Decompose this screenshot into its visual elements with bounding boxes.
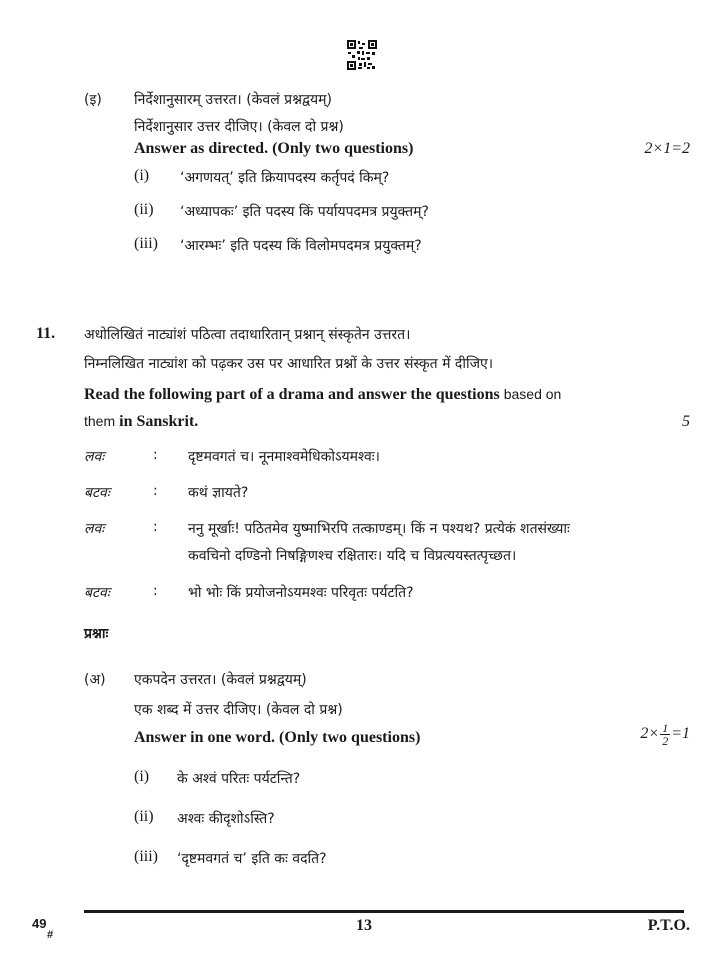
dialogue-colon: : [153,447,158,463]
dialogue-line: कथं ज्ञायते? [188,485,249,501]
dialogue-speaker: लवः [84,521,105,537]
q10-item-text: ‘अगणयत्’ इति क्रियापदस्य कर्तृपदं किम्? [180,170,390,186]
dialogue-speaker: लवः [84,449,105,465]
dialogue-line: कवचिनो दण्डिनो निषङ्गिणश्च रक्षितारः। यदि च विप्रत्ययस्तत्पृच्छत। [188,548,517,564]
fraction-denominator: 2 [662,734,669,748]
fraction-numerator: 1 [662,721,669,735]
q10-instr-sanskrit: निर्देशानुसारम् उत्तरत। (केवलं प्रश्नद्वयम्) [134,92,332,108]
q10-item-num: (iii) [134,235,158,252]
q10-item-text: ‘अध्यापकः’ इति पदस्य किं पर्यायपदमत्र प्रयुक्तम्? [180,204,429,220]
sub-a-item-text: के अश्वं परितः पर्यटन्ति? [177,771,301,787]
sub-a-marks-suffix: =1 [671,725,690,743]
q10-instr-hindi: निर्देशानुसार उत्तर दीजिए। (केवल दो प्रश्न) [134,119,344,135]
footer-code: 49 [32,916,47,931]
sub-a-instr-sanskrit: एकपदेन उत्तरत। (केवलं प्रश्नद्वयम्) [134,672,307,688]
sub-a-label: (अ) [84,672,106,688]
page-number: 13 [356,917,372,934]
q11-number: 11. [36,325,56,342]
dialogue-line: ननु मूर्खाः! पठितमेव युष्माभिरपि तत्काण्डम्। किं न पश्यथ? प्रत्येकं शतसंख्याः [188,521,570,537]
dialogue-colon: : [153,583,158,599]
sub-a-item-num: (ii) [134,808,154,825]
q10-item-num: (i) [134,167,150,184]
q10-instr-english: Answer as directed. (Only two questions) [134,140,414,157]
q11-instr-english-plain: them [84,413,116,429]
footer-hash: # [47,929,54,941]
sub-a-instr-english: Answer in one word. (Only two questions) [134,729,421,746]
q10-sub-label: (इ) [84,92,102,108]
q11-instr-english-bold: Read the following part of a drama and answer the questions [84,386,500,403]
dialogue-line: भो भोः किं प्रयोजनोऽयमश्वः परिवृतः पर्यटति? [188,585,414,601]
dialogue-speaker: बटवः [84,485,110,501]
q10-item-text: ‘आरम्भः’ इति पदस्य किं विलोमपदमत्र प्रयुक्तम्? [180,238,422,254]
dialogue-speaker: बटवः [84,585,110,601]
sub-a-item-text: ‘दृष्टमवगतं च’ इति कः वदति? [177,851,327,867]
q11-instr-sanskrit: अधोलिखितं नाट्यांशं पठित्वा तदाधारितान् प्रश्नान् संस्कृतेन उत्तरत। [84,327,411,343]
dialogue-colon: : [153,483,158,499]
q10-item-num: (ii) [134,201,154,218]
q10-marks: 2×1=2 [644,140,690,157]
q11-instr-english-line1 [84,386,561,404]
sub-a-marks-fraction [660,722,670,747]
q11-instr-english-plain: based on [503,386,562,402]
q11-instr-english-bold: in Sanskrit. [119,413,199,430]
qr-code-icon [347,40,377,70]
sub-a-marks-prefix: 2× [640,725,660,743]
q11-marks: 5 [682,413,690,430]
q11-instr-hindi: निम्नलिखित नाट्यांश को पढ़कर उस पर आधारित प्रश्नों के उत्तर संस्कृत में दीजिए। [84,356,494,372]
pto-label: P.T.O. [647,917,690,934]
sub-a-instr-hindi: एक शब्द में उत्तर दीजिए। (केवल दो प्रश्न) [134,702,343,718]
sub-a-item-text: अश्वः कीदृशोऽस्ति? [177,811,275,827]
dialogue-colon: : [153,519,158,535]
sub-a-item-num: (i) [134,768,150,785]
sub-a-item-num: (iii) [134,848,158,865]
q11-instr-english-line2 [84,413,198,431]
dialogue-line: दृष्टमवगतं च। नूनमाश्वमेधिकोऽयमश्वः। [188,449,380,465]
sub-a-marks [640,722,690,747]
footer-rule [84,910,684,913]
prashna-label: प्रश्नाः [84,626,109,642]
